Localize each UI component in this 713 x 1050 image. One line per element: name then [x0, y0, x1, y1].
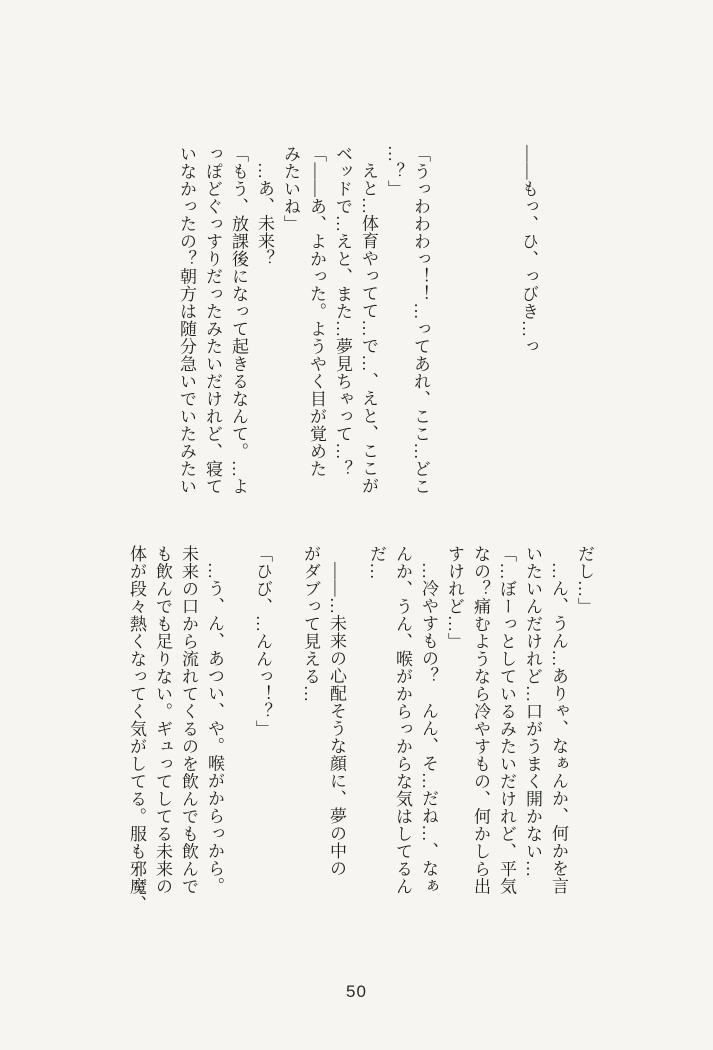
text-column: がダブって見える… — [301, 545, 320, 703]
text-column: ――もっ、ひ、っびき…っ — [519, 145, 538, 355]
text-column: 体が段々熱くなってく気がしてる。服も邪魔、 — [127, 545, 146, 913]
text-column: だ… — [367, 545, 386, 580]
page-number: 50 — [346, 982, 367, 1001]
text-column: ――…未来の心配そうな顔に、夢の中の — [327, 562, 346, 877]
text-column: いたいんだけれど…口がうまく開かない… — [523, 545, 542, 878]
text-column: だし…」 — [575, 545, 594, 615]
text-column: んか、うん、喉がからっからな気はしてるん — [393, 545, 412, 895]
text-column: みたいね」 — [281, 145, 300, 233]
text-column: …う、ん、あつい、や。喉がからっから。 — [205, 562, 224, 895]
text-column: なの？痛むようなら冷やすもの、何かしら出 — [471, 545, 490, 895]
text-column: 「うっわわわっ！！…ってあれ、ここ…どこ — [411, 145, 430, 495]
text-column: えと…体育やってて…で…、えと、ここが — [359, 162, 378, 495]
text-column: …あ、未来？ — [255, 162, 274, 267]
text-column: 「ひび、…んんっ！？」 — [253, 545, 272, 738]
text-column: …？」 — [385, 145, 404, 198]
text-column: …冷やすもの？ んん、そ…だね…、なぁ — [419, 562, 438, 895]
text-column: も飲んでも足りない。ギュってしてる未来の — [153, 545, 172, 895]
text-column: …ん、うん…ありゃ、なぁんか、何かを言 — [549, 562, 568, 895]
text-column: っぽどぐっすりだったみたいだけれど、寝て — [203, 145, 222, 495]
text-column: 未来の口から流れてくるのを飲んでも飲んで — [179, 545, 198, 895]
text-column: 「――あ、よかった。ようやく目が覚めた — [307, 145, 326, 478]
text-column: 「…ぼーっとしているみたいだけれど、平気 — [497, 545, 516, 895]
text-column: 「もう、放課後になって起きるなんて。…よ — [229, 145, 248, 495]
top-text-block — [173, 145, 541, 513]
text-column: すけれど…」 — [445, 545, 464, 650]
text-column: ベッドで…えと、また…夢見ちゃって…？ — [333, 145, 352, 478]
text-column: いなかったの？朝方は随分急いでいたみたい — [177, 145, 196, 495]
bottom-text-block — [123, 545, 597, 919]
